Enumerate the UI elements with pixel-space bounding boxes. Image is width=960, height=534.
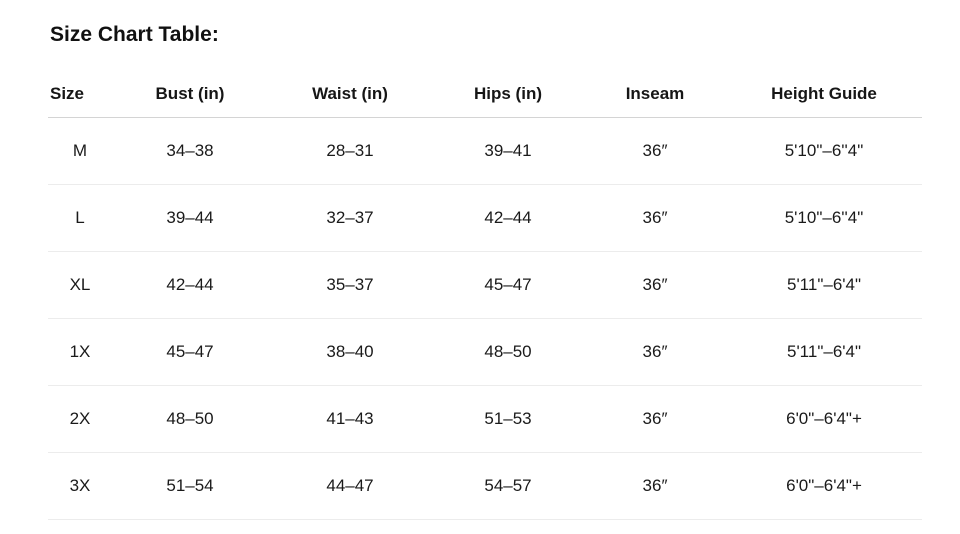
cell-size: XL bbox=[48, 251, 112, 318]
cell-bust: 39–44 bbox=[112, 184, 268, 251]
table-row bbox=[48, 452, 922, 519]
column-header-height-guide: Height Guide bbox=[726, 71, 922, 117]
column-header-hips: Hips (in) bbox=[432, 71, 584, 117]
cell-size: M bbox=[48, 117, 112, 184]
cell-height-guide: 5'10"–6''4" bbox=[726, 184, 922, 251]
cell-height-guide: 5'10"–6''4" bbox=[726, 117, 922, 184]
cell-waist: 44–47 bbox=[268, 452, 432, 519]
cell-size: 3X bbox=[48, 452, 112, 519]
column-header-size: Size bbox=[48, 71, 112, 117]
cell-waist: 41–43 bbox=[268, 385, 432, 452]
cell-height-guide: 6'0"–6'4"+ bbox=[726, 385, 922, 452]
cell-hips: 54–57 bbox=[432, 452, 584, 519]
cell-inseam: 36″ bbox=[584, 117, 726, 184]
cell-inseam: 36″ bbox=[584, 318, 726, 385]
table-row bbox=[48, 251, 922, 318]
table-row bbox=[48, 318, 922, 385]
column-header-inseam: Inseam bbox=[584, 71, 726, 117]
cell-waist: 35–37 bbox=[268, 251, 432, 318]
cell-bust: 45–47 bbox=[112, 318, 268, 385]
cell-hips: 51–53 bbox=[432, 385, 584, 452]
cell-height-guide: 5'11"–6'4" bbox=[726, 318, 922, 385]
cell-hips: 48–50 bbox=[432, 318, 584, 385]
cell-bust: 48–50 bbox=[112, 385, 268, 452]
cell-inseam: 36″ bbox=[584, 184, 726, 251]
table-row bbox=[48, 117, 922, 184]
header-row bbox=[48, 71, 922, 117]
cell-bust: 42–44 bbox=[112, 251, 268, 318]
table-row bbox=[48, 385, 922, 452]
size-chart-table bbox=[48, 71, 922, 520]
cell-size: 1X bbox=[48, 318, 112, 385]
cell-height-guide: 6'0"–6'4"+ bbox=[726, 452, 922, 519]
cell-hips: 39–41 bbox=[432, 117, 584, 184]
cell-size: 2X bbox=[48, 385, 112, 452]
cell-hips: 45–47 bbox=[432, 251, 584, 318]
table-row bbox=[48, 184, 922, 251]
page-title: Size Chart Table: bbox=[50, 23, 219, 46]
cell-waist: 32–37 bbox=[268, 184, 432, 251]
cell-size: L bbox=[48, 184, 112, 251]
cell-inseam: 36″ bbox=[584, 452, 726, 519]
cell-waist: 38–40 bbox=[268, 318, 432, 385]
column-header-bust: Bust (in) bbox=[112, 71, 268, 117]
cell-inseam: 36″ bbox=[584, 251, 726, 318]
cell-waist: 28–31 bbox=[268, 117, 432, 184]
cell-inseam: 36″ bbox=[584, 385, 726, 452]
cell-hips: 42–44 bbox=[432, 184, 584, 251]
cell-bust: 34–38 bbox=[112, 117, 268, 184]
cell-height-guide: 5'11"–6'4" bbox=[726, 251, 922, 318]
cell-bust: 51–54 bbox=[112, 452, 268, 519]
column-header-waist: Waist (in) bbox=[268, 71, 432, 117]
